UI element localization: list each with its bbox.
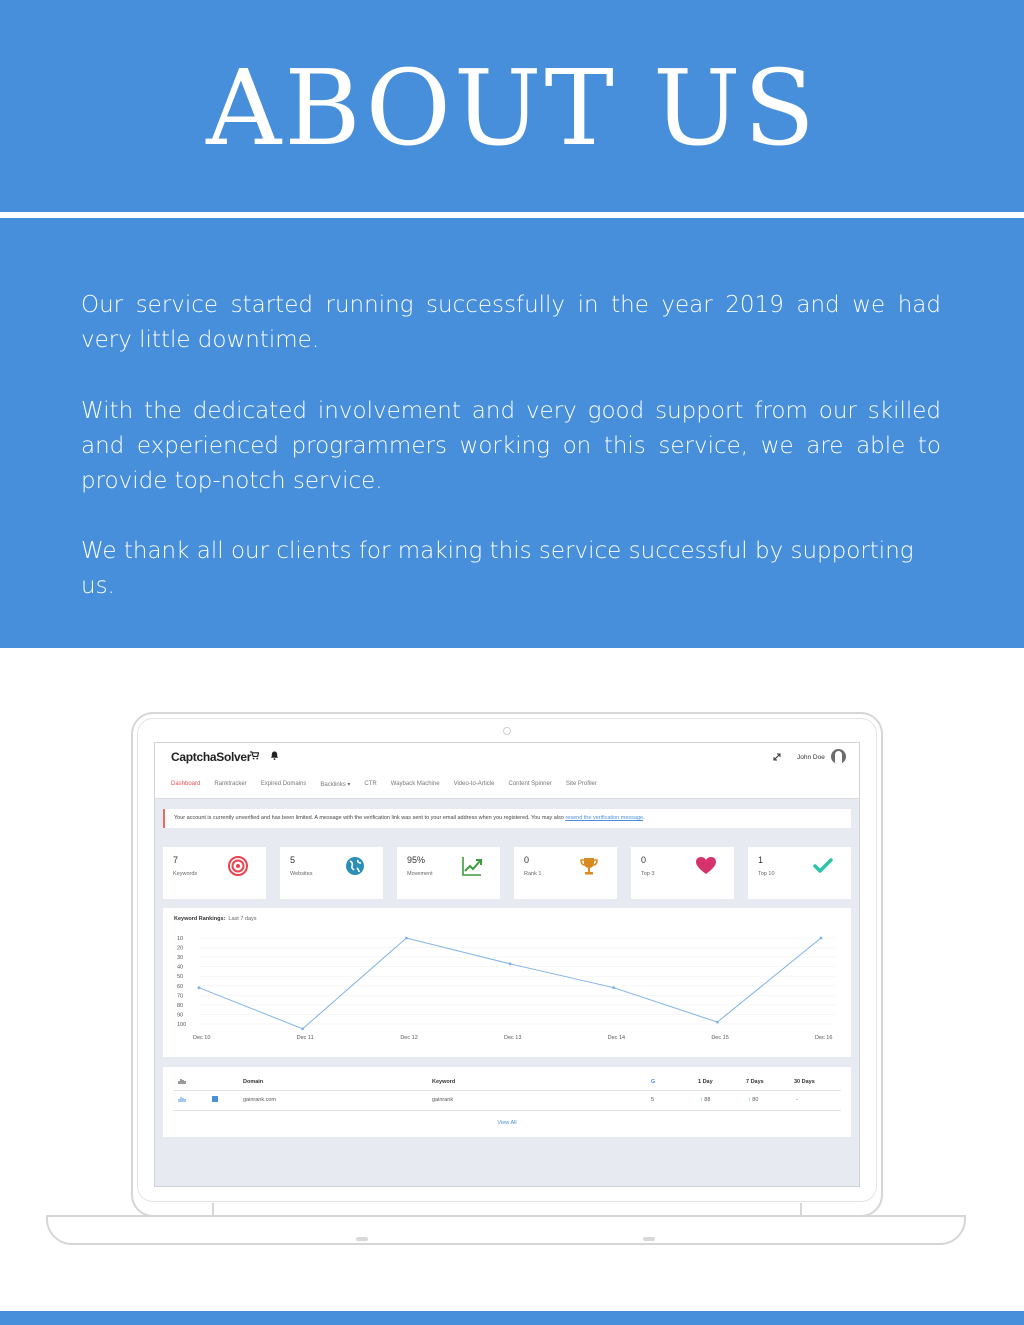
nav-video-to-article[interactable]: Video-to-Article xyxy=(453,781,495,787)
stat-label: Movement xyxy=(407,871,433,877)
about-paragraph: Our service started running successfully in the year 2019 and we had very little downtime. xyxy=(81,292,941,353)
laptop-foot xyxy=(356,1237,368,1241)
keyword-rankings-chart xyxy=(163,908,851,1057)
heart-icon xyxy=(695,855,717,877)
nav-ranktracker[interactable]: Ranktracker xyxy=(214,781,247,787)
y-tick-label: 100 xyxy=(177,1022,187,1028)
stat-card-rank1[interactable] xyxy=(514,847,617,899)
alert-text: Your account is currently unverified and has been limited. A message with the verification link was sent to your email address when you registered. You may also xyxy=(174,815,566,821)
app-screen xyxy=(154,742,860,1187)
change-value: 88 xyxy=(704,1097,711,1103)
about-paragraph: With the dedicated involvement and very good support from our skilled and experienced programmers working on this service, we are able to provide top-notch service. xyxy=(81,398,941,494)
nav-expired-domains[interactable]: Expired Domains xyxy=(260,781,307,787)
stat-label: Keywords xyxy=(173,871,198,877)
chart-title-text: Keyword Rankings: xyxy=(174,916,226,922)
column-header-7-days[interactable]: 7 Days xyxy=(746,1079,764,1085)
y-tick-label: 70 xyxy=(177,993,184,1000)
target-icon xyxy=(227,855,249,877)
main-nav xyxy=(171,781,611,788)
chart-subtitle: Last 7 days xyxy=(228,916,257,922)
table-cell-7-days xyxy=(748,1097,758,1103)
x-tick-label: Dec 14 xyxy=(607,1035,626,1041)
x-tick-label: Dec 10 xyxy=(193,1035,211,1041)
column-header-1-day[interactable]: 1 Day xyxy=(698,1079,713,1085)
stat-value: 0 xyxy=(524,855,530,865)
y-tick-label: 10 xyxy=(177,936,184,942)
change-value: 80 xyxy=(752,1097,759,1103)
stat-value: 95% xyxy=(407,855,426,865)
stat-label: Top 10 xyxy=(758,871,775,877)
stat-value: 7 xyxy=(173,855,179,865)
table-cell-keyword: gainrank xyxy=(432,1097,454,1103)
camera-icon xyxy=(503,727,511,735)
stat-card-top3[interactable] xyxy=(631,847,734,899)
chart-icon xyxy=(178,1078,186,1086)
stat-label: Websites xyxy=(290,871,313,877)
stat-value: 5 xyxy=(290,855,296,865)
stat-value: 0 xyxy=(641,855,647,865)
data-point xyxy=(198,986,201,989)
expand-icon[interactable] xyxy=(773,753,781,763)
alert-suffix: . xyxy=(643,815,645,821)
nav-site-profiler[interactable]: Site Profiler xyxy=(565,781,597,787)
y-tick-label: 20 xyxy=(177,945,184,952)
arrow-up-icon: ↑ xyxy=(748,1097,751,1103)
row-divider xyxy=(173,1090,841,1091)
column-header-keyword[interactable]: Keyword xyxy=(432,1079,456,1085)
square-icon[interactable] xyxy=(212,1096,218,1104)
view-all-link[interactable]: View All xyxy=(497,1120,517,1126)
x-tick-label: Dec 11 xyxy=(296,1035,314,1041)
stat-label: Top 3 xyxy=(641,871,655,877)
app-brand[interactable]: CaptchaSolver xyxy=(171,750,252,764)
rankings-table xyxy=(163,1067,851,1137)
laptop-foot xyxy=(643,1237,655,1241)
x-tick-label: Dec 15 xyxy=(711,1035,729,1041)
data-point xyxy=(716,1021,719,1024)
google-icon[interactable]: G xyxy=(651,1079,656,1085)
arrow-up-icon: ↑ xyxy=(700,1097,703,1103)
about-paragraph: We thank all our clients for making this service successful by supporting us. xyxy=(81,538,914,599)
nav-ctr[interactable]: CTR xyxy=(364,781,377,787)
nav-dashboard[interactable]: Dashboard xyxy=(171,781,201,787)
table-cell-1-day xyxy=(700,1097,710,1103)
globe-icon xyxy=(344,855,366,877)
stat-card-top10[interactable] xyxy=(748,847,851,899)
user-name[interactable]: John Doe xyxy=(797,754,825,761)
laptop-base xyxy=(46,1215,966,1245)
data-point xyxy=(509,962,512,965)
y-tick-label: 30 xyxy=(177,955,184,962)
column-header-domain[interactable]: Domain xyxy=(243,1079,264,1085)
trend-up-icon xyxy=(461,855,483,877)
column-header-30-days[interactable]: 30 Days xyxy=(794,1079,815,1085)
stat-value: 1 xyxy=(758,855,764,865)
about-header xyxy=(0,0,1024,212)
y-tick-label: 40 xyxy=(177,964,184,971)
data-point xyxy=(301,1027,304,1030)
check-icon xyxy=(812,855,834,877)
cart-icon[interactable] xyxy=(250,751,259,762)
stat-card-keywords[interactable] xyxy=(163,847,266,899)
resend-verification-link[interactable]: resend the verification message xyxy=(565,815,644,821)
chart-icon[interactable] xyxy=(178,1096,186,1104)
y-tick-label: 50 xyxy=(177,974,184,981)
series-line xyxy=(199,938,821,1029)
nav-backlinks[interactable]: Backlinks ▾ xyxy=(320,782,351,788)
verification-alert xyxy=(163,809,851,828)
y-tick-label: 80 xyxy=(177,1002,184,1009)
table-cell-domain[interactable]: gainrank.com xyxy=(243,1097,277,1103)
y-tick-label: 90 xyxy=(177,1012,184,1019)
data-point xyxy=(612,986,615,989)
data-point xyxy=(405,937,408,940)
x-tick-label: Dec 13 xyxy=(504,1035,522,1041)
app-topbar xyxy=(155,743,859,799)
row-divider xyxy=(173,1110,841,1111)
table-cell-30-days: - xyxy=(796,1097,798,1103)
footer-band xyxy=(0,1311,1024,1325)
x-tick-label: Dec 16 xyxy=(815,1035,833,1041)
avatar[interactable] xyxy=(831,749,846,764)
stat-label: Rank 1 xyxy=(524,871,542,877)
stat-card-websites[interactable] xyxy=(280,847,383,899)
nav-content-spinner[interactable]: Content Spinner xyxy=(508,781,552,787)
bell-icon[interactable] xyxy=(270,751,279,762)
data-point xyxy=(820,937,823,940)
table-cell-google: 5 xyxy=(651,1097,655,1103)
x-tick-label: Dec 12 xyxy=(400,1035,418,1041)
about-section xyxy=(0,218,1024,648)
page-title: ABOUT US xyxy=(206,47,818,169)
nav-wayback-machine[interactable]: Wayback Machine xyxy=(390,781,440,787)
trophy-icon xyxy=(578,855,600,877)
chart-canvas xyxy=(163,908,851,1057)
stat-card-movement[interactable] xyxy=(397,847,500,899)
y-tick-label: 60 xyxy=(177,983,184,990)
